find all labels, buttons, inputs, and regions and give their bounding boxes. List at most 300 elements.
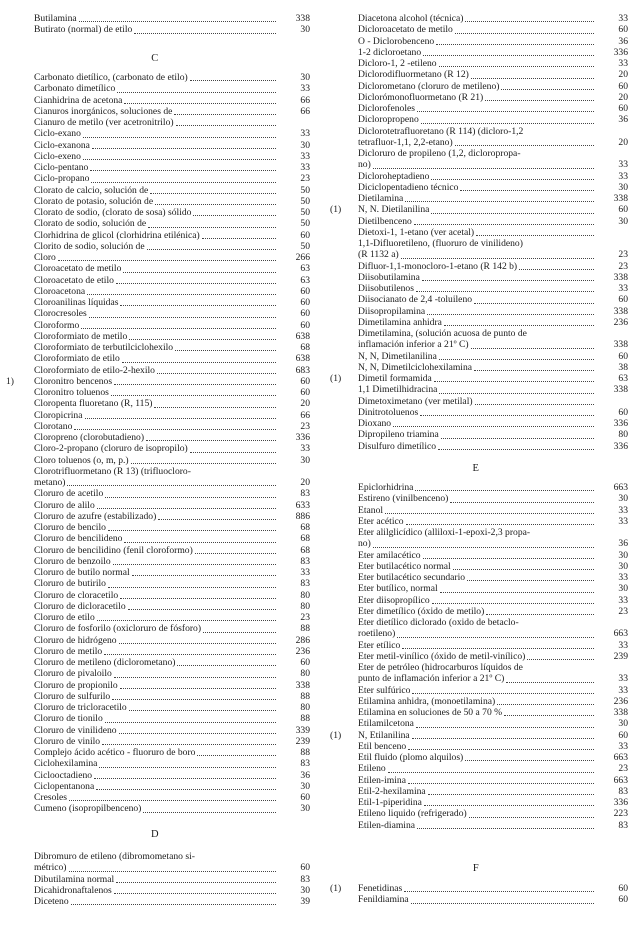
entry-name [358, 797, 596, 808]
entry-name-line [34, 567, 278, 578]
hazard-code: 33 [300, 83, 310, 95]
entry-name-line [34, 13, 278, 24]
dot-leader [111, 395, 276, 396]
hazard-code: 60 [618, 729, 628, 741]
entry-name-line [358, 204, 596, 215]
dot-leader [432, 603, 594, 604]
dot-leader [417, 111, 594, 112]
hazard-code: 338 [613, 339, 628, 351]
index-entry [330, 36, 628, 47]
section-heading: E [472, 463, 480, 474]
entry-name [358, 328, 596, 351]
entry-name [358, 606, 596, 617]
dot-leader [120, 688, 276, 689]
hazard-code: 88 [300, 690, 310, 702]
hazard-code: 20 [618, 69, 628, 81]
hazard-code: 60 [300, 285, 310, 297]
hazard-code: 80 [300, 668, 310, 680]
entry-name-line [358, 261, 596, 272]
dot-leader [475, 404, 594, 405]
entry-name-text: Clorotrifluormetano (R 13) (trifluoclorо- [34, 465, 191, 477]
entry-name-text: 1,1 Dimetilhidracina [358, 384, 438, 396]
dot-leader [174, 114, 276, 115]
entry-name-line [34, 713, 278, 724]
index-entry [6, 230, 310, 241]
entry-name [358, 441, 596, 452]
dot-leader [131, 463, 276, 464]
entry-name-line [358, 527, 596, 538]
index-entry [330, 595, 628, 606]
entry-name [34, 376, 278, 387]
entry-name-text: Dimetilamina, (solución acuosa de punto de [358, 328, 527, 339]
entry-name-line [358, 516, 596, 527]
index-entry [6, 24, 310, 35]
dot-leader [124, 542, 276, 543]
hazard-code: 63 [300, 274, 310, 286]
hazard-code: 23 [618, 260, 628, 272]
dot-leader [74, 429, 276, 430]
entry-name-text: Cloruro de propionilo [34, 679, 118, 691]
index-entry [6, 196, 310, 207]
index-entry [330, 114, 628, 125]
hazard-code: 239 [613, 650, 628, 662]
entry-name-line [34, 398, 278, 409]
hazard-code: 336 [613, 418, 628, 429]
entry-name [34, 196, 278, 207]
index-entry [330, 696, 628, 707]
entry-name [358, 651, 596, 662]
entry-name-line [34, 241, 278, 252]
dot-leader [465, 21, 594, 22]
entry-name-text: Cloruro de sulfurilo [34, 690, 111, 702]
dot-leader [497, 704, 594, 705]
entry-name-text: Clorotano [34, 420, 73, 432]
index-entry [6, 500, 310, 511]
entry-name-text: Clorato de sodio, (clorato de sosa) sólido [34, 207, 192, 218]
entry-name [358, 69, 596, 80]
dot-leader [486, 614, 594, 615]
dot-leader [460, 190, 594, 191]
entry-name-line [34, 365, 278, 376]
dot-leader [89, 317, 276, 318]
dot-leader [474, 303, 594, 304]
dot-leader [388, 772, 594, 773]
hazard-code: 50 [300, 240, 310, 252]
entry-name-text: Dicloropropeno [358, 114, 419, 126]
entry-name [34, 286, 278, 297]
entry-name-line [358, 396, 596, 407]
dot-leader [439, 66, 594, 67]
index-entry [330, 92, 628, 103]
entry-name [358, 786, 596, 797]
entry-name [358, 384, 596, 395]
dot-leader [79, 21, 276, 22]
entry-name [34, 545, 278, 556]
hazard-code: 30 [618, 215, 628, 227]
hazard-code: 336 [295, 432, 310, 443]
hazard-code: 633 [295, 499, 310, 511]
entry-name-line [34, 421, 278, 432]
entry-name-line [34, 432, 278, 443]
dot-leader [97, 508, 276, 509]
dot-leader [427, 314, 594, 315]
entry-name-line [34, 747, 278, 758]
entry-name [34, 140, 278, 151]
dot-leader [120, 305, 276, 306]
index-entry [6, 545, 310, 556]
index-entry [6, 72, 310, 83]
entry-name-text: Dioxano [358, 418, 392, 429]
entry-name-text: Cloroanilinas líquidas [34, 297, 119, 308]
index-entry [330, 516, 628, 527]
entry-name-text: N, N, Dimetilanilina [358, 350, 437, 362]
entry-name [358, 283, 596, 294]
hazard-code: 33 [618, 572, 628, 583]
entry-name [34, 173, 278, 184]
entry-name-text: Cloruro de metileno (diclorometano) [34, 657, 176, 668]
dot-leader [129, 710, 276, 711]
entry-name [34, 680, 278, 691]
entry-name [34, 162, 278, 173]
entry-name [34, 770, 278, 781]
dot-leader [397, 637, 594, 638]
hazard-code: 33 [300, 162, 310, 173]
index-entry [6, 185, 310, 196]
hazard-code: 33 [618, 639, 628, 651]
entry-name [34, 241, 278, 252]
entry-name-line [34, 851, 278, 862]
entry-name-line [358, 317, 596, 328]
dot-leader [87, 294, 276, 295]
index-entry [330, 583, 628, 594]
entry-name-text: Diclorómonofluormetano (R 21) [358, 91, 484, 103]
entry-name [358, 505, 596, 516]
dot-leader [421, 123, 594, 124]
hazard-code: 88 [300, 747, 310, 758]
index-entry [330, 797, 628, 808]
entry-name-line [34, 196, 278, 207]
index-entry [6, 511, 310, 522]
dot-leader [436, 44, 594, 45]
entry-name-line [358, 561, 596, 572]
dot-leader [506, 682, 594, 683]
index-entry [330, 505, 628, 516]
entry-name-line [34, 455, 278, 466]
dot-leader [467, 580, 594, 581]
hazard-code: 60 [300, 319, 310, 331]
entry-name [358, 407, 596, 418]
entry-name [358, 707, 596, 718]
entry-name-line [358, 718, 596, 729]
entry-name-text: Etil fluido (plomo alquilos) [358, 752, 464, 763]
entry-name-text: Clorato de sodio, solución de [34, 218, 147, 230]
entry-name-text: Diclorotetrafluoretano (R 114) (dicloro-1,2 [358, 125, 524, 137]
index-entry [6, 365, 310, 376]
entry-name-text: Etilen-imina [358, 774, 406, 786]
hazard-code: 33 [618, 170, 628, 182]
entry-name [34, 230, 278, 241]
hazard-code: 33 [300, 128, 310, 140]
entry-name-text: inflamación inferior a 21º C) [358, 339, 469, 351]
entry-name-text: Cresoles [34, 792, 68, 803]
index-entry [6, 162, 310, 173]
index-entry [6, 874, 310, 885]
index-entry [330, 606, 628, 617]
index-entry [330, 227, 628, 238]
hazard-code: 60 [618, 894, 628, 906]
dot-leader [441, 438, 594, 439]
entry-name-line [34, 286, 278, 297]
dot-leader [423, 55, 594, 56]
dot-leader [444, 325, 594, 326]
hazard-code: 33 [300, 567, 310, 578]
index-entry [330, 493, 628, 504]
dot-leader [85, 418, 277, 419]
hazard-code: 338 [613, 305, 628, 317]
entry-name-text: Eter amilacético [358, 549, 421, 561]
dot-leader [401, 258, 594, 259]
entry-name-text: Etil-2-hexilamina [358, 785, 426, 797]
hazard-code: 339 [295, 724, 310, 736]
index-entry [330, 617, 628, 640]
index-entry [330, 441, 628, 452]
entry-name-line [358, 775, 596, 786]
index-entry [330, 741, 628, 752]
entry-name [34, 668, 278, 679]
entry-name-line [358, 249, 596, 260]
entry-name-line [358, 730, 596, 741]
index-entry [330, 47, 628, 58]
entry-name-text: Dicloroheptadieno [358, 170, 430, 182]
entry-name-line [358, 159, 596, 170]
entry-name-line [34, 578, 278, 589]
entry-name-line [34, 83, 278, 94]
entry-name-text: métrico) [34, 862, 67, 874]
entry-name [358, 482, 596, 493]
index-entry [330, 384, 628, 395]
index-entry [6, 747, 310, 758]
dot-leader [455, 33, 594, 34]
entry-name [34, 387, 278, 398]
entry-name-line [34, 207, 278, 218]
entry-name-text: Cloropenta fluoretano (R, 115) [34, 398, 153, 410]
index-entry [6, 286, 310, 297]
index-entry [6, 623, 310, 634]
hazard-code: 30 [300, 884, 310, 896]
entry-name-line [358, 13, 596, 24]
index-entry [330, 482, 628, 493]
index-entry [330, 685, 628, 696]
entry-name [358, 238, 596, 261]
index-entry [6, 691, 310, 702]
hazard-code: 60 [618, 883, 628, 894]
index-entry [330, 730, 628, 741]
index-entry [6, 455, 310, 466]
entry-name [358, 47, 596, 58]
entry-name-text: Dinitrotoluenos [358, 406, 419, 418]
entry-name [34, 851, 278, 874]
entry-name [34, 803, 278, 814]
dot-leader [414, 224, 594, 225]
entry-name-text: Cloruro de bencilideno [34, 533, 123, 545]
entry-name-text: N, Etilanilina [358, 729, 410, 741]
entry-name-text: Cloruro de alilo [34, 499, 95, 511]
entry-name-text: Dipropileno triamina [358, 429, 439, 441]
index-entry [330, 351, 628, 362]
entry-name [34, 635, 278, 646]
entry-name-text: Dicahidronaftalenos [34, 884, 112, 896]
hazard-code: 30 [300, 454, 310, 466]
entry-name-text: Etileno liquido (refrigerado) [358, 808, 467, 820]
entry-name-text: Difluor-1,1-monocloro-1-etano (R 142 b) [358, 260, 518, 272]
entry-name-line [34, 612, 278, 623]
entry-name-text: Cloruro de tricloracetilo [34, 702, 127, 713]
entry-name [34, 83, 278, 94]
entry-name [358, 730, 596, 741]
entry-list [330, 482, 628, 831]
hazard-code: 66 [300, 105, 310, 117]
entry-name-text: Eter etílico [358, 639, 401, 651]
entry-name-line [358, 294, 596, 305]
index-entry [330, 328, 628, 351]
entry-footnote-marker: (1) [330, 883, 342, 894]
entry-name-text: Cloruro de butilo normal [34, 567, 130, 578]
index-entry [330, 651, 628, 662]
dot-leader [177, 665, 276, 666]
dot-leader [119, 733, 276, 734]
entry-name-text: Cloruro de metilo [34, 645, 103, 657]
index-entry [6, 83, 310, 94]
entry-name-line [358, 47, 596, 58]
dot-leader [404, 891, 594, 892]
entry-name [358, 685, 596, 696]
entry-name-text: Diclorometano (cloruro de metileno) [358, 80, 500, 92]
entry-name [34, 275, 278, 286]
entry-name-text: Butirato (normal) de etilo [34, 24, 133, 36]
hazard-code: 266 [295, 252, 310, 263]
entry-name-text: Cloruro de acetilo [34, 488, 104, 500]
index-entry [6, 207, 310, 218]
dot-leader [119, 643, 276, 644]
index-entry [330, 204, 628, 215]
hazard-code: 60 [618, 406, 628, 418]
entry-name-text: tetrafluor-1,1, 2,2-etano) [358, 136, 453, 148]
dot-leader [83, 159, 276, 160]
entry-name-line [34, 803, 278, 814]
entry-name [358, 763, 596, 774]
entry-name-text: Cloruro de dicloracetilo [34, 600, 126, 612]
entry-name-text: Dibromuro de etileno (dibromometano si- [34, 851, 195, 862]
entry-name-line [358, 651, 596, 662]
entry-name [358, 182, 596, 193]
entry-footnote-marker: (1) [330, 204, 342, 216]
entry-name-text: N, N, Dimetilciclohexilamina [358, 361, 473, 373]
dot-leader [120, 598, 276, 599]
hazard-code: 33 [618, 283, 628, 294]
entry-name-text: N, N. Dietilanilina [358, 204, 430, 216]
hazard-code: 33 [618, 684, 628, 696]
entry-name-text: Cloro toluenos (o, m, p.) [34, 454, 129, 466]
entry-name-text: Dicloroacetato de metilo [358, 24, 453, 36]
index-entry [330, 662, 628, 685]
index-entry [330, 707, 628, 718]
index-entry [330, 238, 628, 261]
entry-name [34, 567, 278, 578]
hazard-code: 83 [300, 555, 310, 567]
entry-name-line [34, 252, 278, 263]
dot-leader [197, 755, 276, 756]
index-entry [6, 117, 310, 128]
hazard-code: 30 [618, 493, 628, 505]
index-entry [6, 275, 310, 286]
hazard-code: 338 [613, 271, 628, 283]
index-entry [330, 418, 628, 429]
hazard-code: 88 [300, 713, 310, 725]
entry-name-line [358, 673, 596, 684]
entry-name-text: Eter alilglicídico (alliloxi-1-epoxi-2,3 propa- [358, 527, 531, 538]
entry-name-text: Diisobutilenos [358, 283, 414, 294]
index-entry [330, 261, 628, 272]
index-entry [6, 792, 310, 803]
index-entry [6, 140, 310, 151]
entry-name [34, 702, 278, 713]
entry-name-text: Dicloruro de propileno (1,2, dicloropropa- [358, 148, 521, 159]
hazard-code: 80 [618, 429, 628, 441]
entry-name-text: Cloroformiato de terbutilciclohexilo [34, 342, 174, 353]
dot-leader [158, 519, 276, 520]
entry-name-text: Dietilbenceno [358, 215, 412, 227]
hazard-code: 23 [300, 612, 310, 623]
hazard-code: 33 [618, 594, 628, 606]
entry-name-text: Epiclorhidrina [358, 482, 414, 493]
entry-name-line [34, 443, 278, 454]
entry-name-text: Dimetil formamida [358, 373, 432, 384]
entry-name-line [358, 883, 596, 894]
hazard-code: 36 [300, 769, 310, 781]
entry-name [34, 657, 278, 668]
entry-name-text: Estireno (vinilbenceno) [358, 493, 449, 505]
hazard-code: 50 [300, 195, 310, 207]
dot-leader [102, 744, 276, 745]
entry-name-text: Cloroformiato de metilo [34, 330, 128, 342]
entry-name [34, 185, 278, 196]
entry-name-line [34, 590, 278, 601]
entry-name [358, 351, 596, 362]
dot-leader [117, 92, 276, 93]
section-heading: F [472, 863, 480, 874]
entry-name-text: Diciclopentadieno técnico [358, 181, 459, 193]
dot-leader [148, 227, 276, 228]
index-entry [330, 103, 628, 114]
hazard-code: 50 [300, 207, 310, 218]
dot-leader [423, 558, 594, 559]
dot-leader [122, 362, 276, 363]
entry-name-line [34, 668, 278, 679]
hazard-code: 60 [300, 229, 310, 241]
entry-name [34, 365, 278, 376]
entry-name-text: Dimetoximetano (ver metilal) [358, 395, 473, 407]
entry-name [34, 466, 278, 489]
entry-name-text: Ciclopentanona [34, 780, 95, 792]
dot-leader [411, 903, 594, 904]
index-entry [6, 736, 310, 747]
entry-name-text: Etil benceno [358, 740, 407, 752]
entry-name-text: Eter diisopropílico [358, 594, 430, 606]
entry-name-text: Clorato de calcio, solución de [34, 184, 149, 196]
entry-name [34, 398, 278, 409]
hazard-code: 33 [618, 58, 628, 69]
dot-leader [405, 201, 594, 202]
